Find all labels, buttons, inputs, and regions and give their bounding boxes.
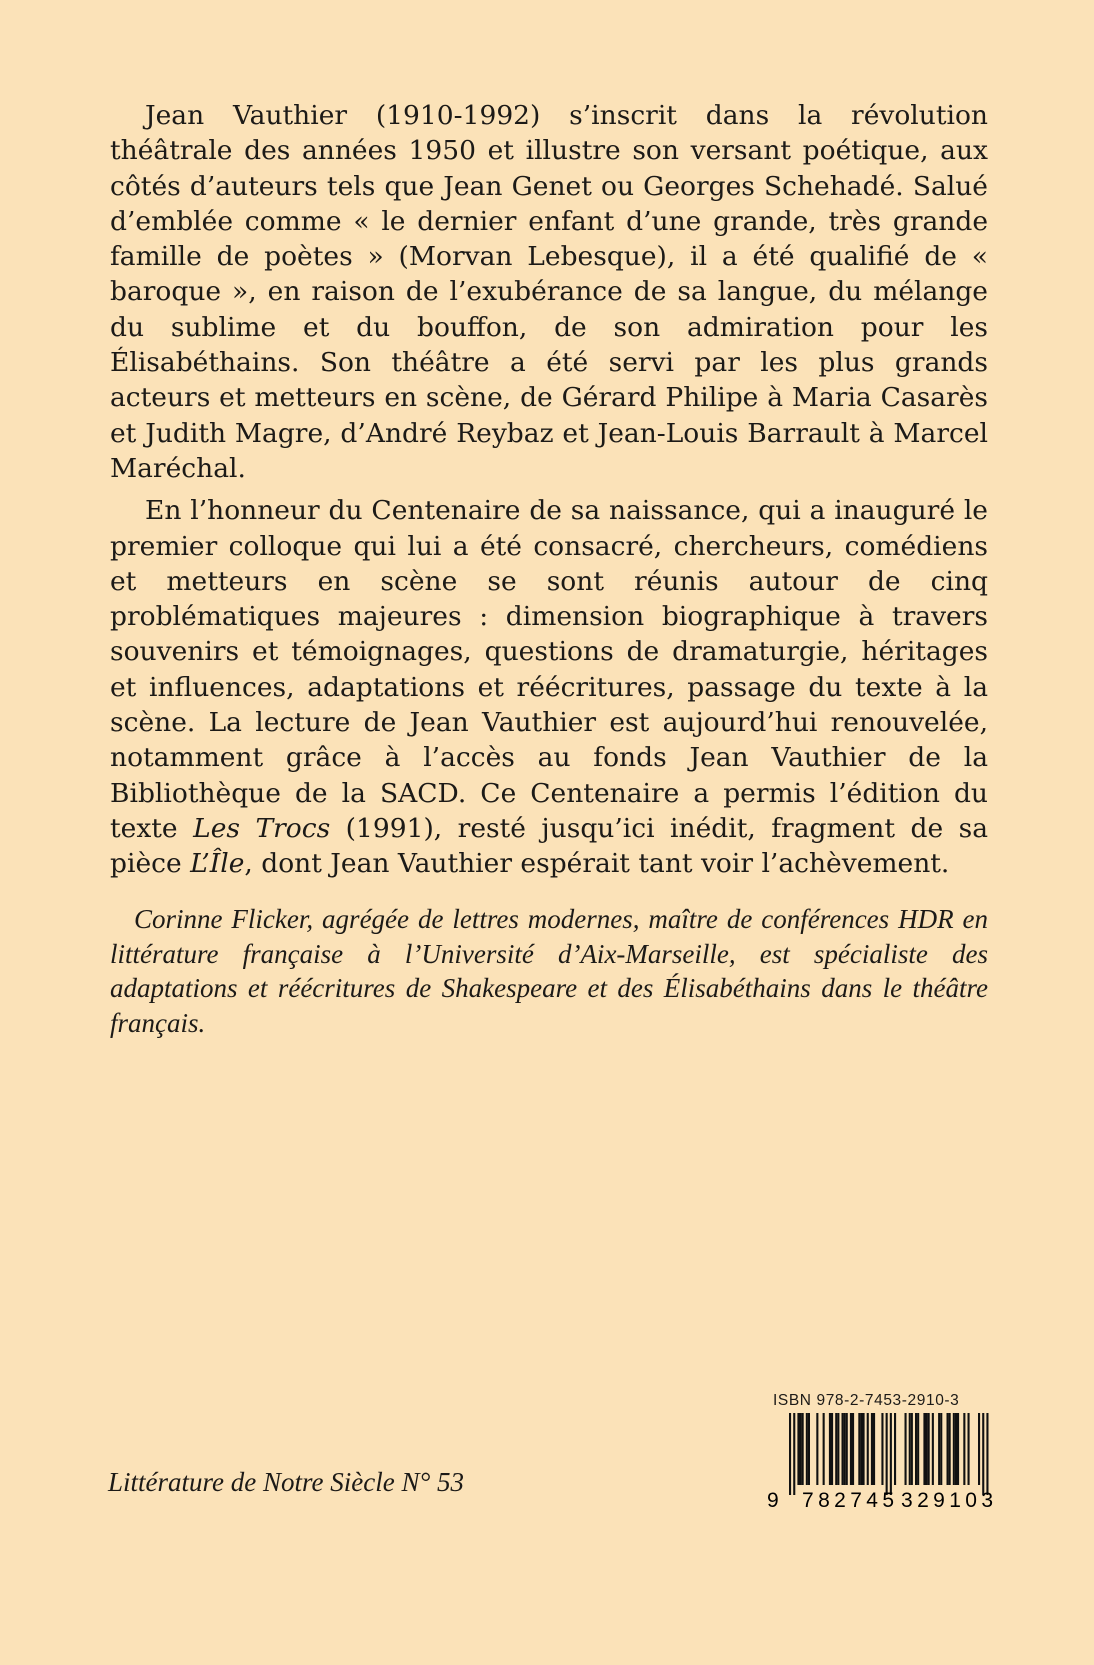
barcode-bar — [800, 1413, 802, 1485]
barcode-bar — [963, 1413, 965, 1485]
barcode-bar — [926, 1413, 928, 1485]
summary-paragraph-2-middle: (1991), resté jusqu’ici inédit, fragment de sa pièce — [110, 812, 988, 880]
barcode-bar — [932, 1413, 934, 1485]
barcode-bar — [978, 1413, 980, 1485]
barcode-bar — [867, 1413, 869, 1485]
barcode-bar — [837, 1413, 839, 1485]
barcode-bar — [940, 1413, 942, 1485]
barcode-bar — [947, 1413, 949, 1485]
summary-paragraph-1: Jean Vauthier (1910-1992) s’inscrit dans la révolution théâtrale des années 1950 et illustre son versant poétique, aux côtés d’auteurs tels que Jean Genet ou Georges Schehadé. Salué d’emblée comme « le dernier enfant d’une grande, très grande famille de poètes » (Morvan Lebesque), il a été qualifié de « baroque », en raison de l’exubérance de sa langue, du mélange du sublime et du bouffon, de son admiration pour les Élisabéthains. Son théâtre a été servi par les plus grands acteurs et metteurs en scène, de Gérard Philipe à Maria Casarès et Judith Magre, d’André Reybaz et Jean-Louis Barrault à Marcel Maréchal. — [110, 100, 988, 484]
author-bio: Corinne Flicker, agrégée de lettres modernes, maître de conférences HDR en littérature française à l’Université d’Aix-Marseille, est spécialiste des adaptations et réécritures de Shakespeare et des Élisabéthains dans le théâtre français. — [110, 904, 988, 1038]
barcode-bar — [923, 1413, 925, 1485]
barcode-bar — [881, 1413, 883, 1485]
barcode-bar — [949, 1413, 951, 1485]
barcode-bar — [806, 1413, 808, 1485]
barcode-bar — [842, 1413, 844, 1485]
barcode-bar — [808, 1413, 810, 1485]
barcode-left-digits: 782745 — [802, 1489, 894, 1510]
barcode-right-digits: 329103 — [901, 1489, 993, 1510]
barcode-bar — [802, 1413, 804, 1485]
barcode-bar — [789, 1413, 791, 1495]
summary-paragraph-2 — [110, 493, 988, 881]
book-summary — [110, 98, 988, 882]
barcode-bars — [789, 1413, 989, 1495]
barcode-bar — [860, 1413, 862, 1485]
barcode-bar — [968, 1413, 970, 1485]
barcode-bar — [890, 1413, 892, 1495]
barcode-bar — [894, 1413, 896, 1485]
work-title-les-trocs: Les Trocs — [193, 812, 331, 844]
barcode-bar — [928, 1413, 930, 1485]
isbn-barcode — [767, 1392, 1009, 1510]
barcode-bar — [835, 1413, 837, 1485]
barcode-bar — [844, 1413, 846, 1485]
barcode-bar — [816, 1413, 818, 1485]
barcode-bar — [953, 1413, 955, 1485]
barcode-bar — [955, 1413, 957, 1485]
barcode-bar — [917, 1413, 919, 1485]
barcode-bar — [905, 1413, 907, 1485]
summary-paragraph-2-end: , dont Jean Vauthier espérait tant voir l’achèvement. — [244, 848, 950, 880]
barcode-bar — [873, 1413, 875, 1485]
barcode-bar — [909, 1413, 911, 1485]
barcode-bar — [797, 1413, 799, 1485]
barcode-bar — [823, 1413, 825, 1485]
series-label: Littérature de Notre Siècle N° 53 — [108, 1467, 464, 1497]
barcode-bar — [871, 1413, 873, 1485]
barcode-bar — [858, 1413, 860, 1485]
barcode-bar — [846, 1413, 848, 1485]
work-title-l-ile: L’Île — [190, 848, 245, 880]
barcode-first-digit: 9 — [767, 1489, 779, 1510]
barcode-bar — [886, 1413, 888, 1495]
barcode-bar — [957, 1413, 959, 1485]
barcode-bar — [850, 1413, 852, 1485]
barcode-bar — [911, 1413, 913, 1485]
barcode-bar — [793, 1413, 795, 1495]
barcode-bar — [915, 1413, 917, 1485]
barcode-bar — [852, 1413, 854, 1485]
barcode-bar — [982, 1413, 984, 1495]
isbn-label: ISBN 978-2-7453-2910-3 — [773, 1392, 960, 1409]
summary-paragraph-2-start: En l’honneur du Centenaire de sa naissance, qui a inauguré le premier colloque qui lui a été consacré, chercheurs, comédiens et metteurs en scène se sont réunis autour de cinq problématiques majeures : dimension biographique à travers souvenirs et témoignages, questions de dramaturgie, héritages et influences, adaptations et réécritures, passage du texte à la scène. La lecture de Jean Vauthier est aujourd’hui renouvelée, notamment grâce à l’accès au fonds Jean Vauthier de la Bibliothèque de la SACD. Ce Centenaire a permis l’édition du texte — [110, 495, 988, 844]
barcode-bar — [938, 1413, 940, 1485]
barcode-graphic — [767, 1413, 1009, 1510]
barcode-bar — [863, 1413, 865, 1485]
barcode-bar — [986, 1413, 988, 1495]
barcode-bar — [831, 1413, 833, 1485]
barcode-bar — [829, 1413, 831, 1485]
